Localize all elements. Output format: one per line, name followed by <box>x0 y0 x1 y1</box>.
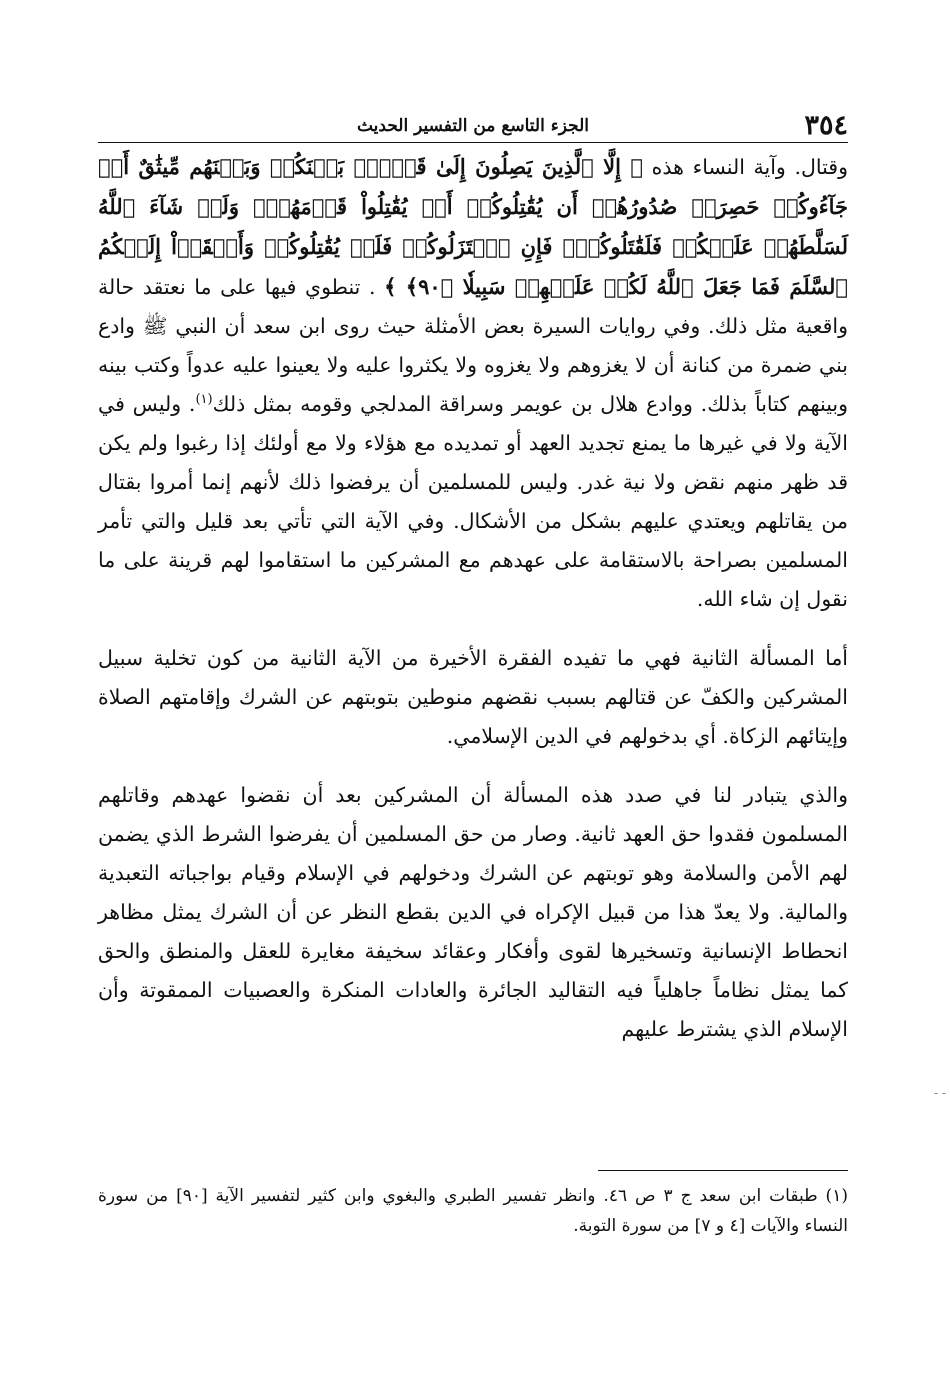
paragraph-1-text-a: . تنطوي فيها على ما نعتقد حالة واقعية مثل ذلك. وفي روايات السيرة بعض الأمثلة حيث روى ابن سعد أن النبي ﷺ وادع بني ضمرة من كنانة أن لا يغزوهم ولا يغزوه ولا يكثروا عليه ولا يعينوا عليه عدواً وكتب بينه وبينهم كتاباً بذلك. ووادع هلال بن عويمر وسراقة المدلجي وقومه بمثل ذلك <box>98 275 848 416</box>
running-title: الجزء التاسع من التفسير الحديث <box>356 116 589 136</box>
paragraph-1-intro: وقتال. وآية النساء هذه <box>651 155 848 179</box>
margin-mark: - - <box>934 1086 946 1100</box>
paragraph-1-text-b: . وليس في الآية ولا في غيرها ما يمنع تجديد العهد أو تمديده مع هؤلاء ولا مع أولئك إذا رغبوا ولم يكن قد ظهر منهم نقض ولا نية غدر. وليس للمسلمين أن يرفضوا ذلك لأنهم إنما أمروا بقتال من يقاتلهم ويعتدي عليهم بشكل من الأشكال. وفي الآية التي تأتي بعد قليل والتي تأمر المسلمين بصراحة بالاستقامة على عهدهم مع المشركين ما استقاموا لهم قرينة على ما نقول إن شاء الله. <box>98 392 848 611</box>
paragraph-3: والذي يتبادر لنا في صدد هذه المسألة أن المشركين بعد أن نقضوا عهدهم وقاتلهم المسلمون فقدوا حق العهد ثانية. وصار من حق المسلمين أن يفرضوا الشرط الذي يضمن لهم الأمن والسلامة وهو توبتهم عن الشرك ودخولهم في الإسلام وقيام بواجباته التعبدية والمالية. ولا يعدّ هذا من قبيل الإكراه في الدين بقطع النظر عن أن الشرك يمثل مظاهر انحطاط الإنسانية وتسخيرها لقوى وأفكار وعقائد سخيفة مغايرة للعقل والمنطق والحق كما يمثل نظاماً جاهلياً فيه التقاليد الجائرة والعادات المنكرة والعصبيات الممقوتة وأن الإسلام الذي يشترط عليهم <box>98 783 848 1041</box>
quran-verse: ﴿ إِلَّا ٱلَّذِينَ يَصِلُونَ إِلَىٰ قَوۡمِۭ بَيۡنَكُمۡ وَبَيۡنَهُم مِّيثَٰقٌ أَوۡ جَآءُوكُمۡ حَصِرَتۡ صُدُورُهُمۡ أَن يُقَٰتِلُوكُمۡ أَوۡ يُقَٰتِلُواْ قَوۡمَهُمۡۚ وَلَوۡ شَآءَ ٱللَّهُ لَسَلَّطَهُمۡ عَلَيۡكُمۡ فَلَقَٰتَلُوكُمۡۚ فَإِنِ ٱعۡتَزَلُوكُمۡ فَلَمۡ يُقَٰتِلُوكُمۡ وَأَلۡقَوۡاْ إِلَيۡكُمُ ٱلسَّلَمَ فَمَا جَعَلَ ٱللَّهُ لَكُمۡ عَلَيۡهِمۡ سَبِيلٗا ﴿٩٠﴾ ﴾ <box>98 154 848 299</box>
paragraph-2: أما المسألة الثانية فهي ما تفيده الفقرة الأخيرة من الآية الثانية من كون تخلية سبيل المشركين والكفّ عن قتالهم بسبب نقضهم منوطين بتوبتهم عن الشرك وإقامتهم الصلاة وإيتائهم الزكاة. أي بدخولهم في الدين الإسلامي. <box>98 646 848 748</box>
page-number: ٣٥٤ <box>804 110 848 141</box>
footnotes <box>98 1170 848 1241</box>
footnote-1: (١) طبقات ابن سعد ج ٣ ص ٤٦. وانظر تفسير الطبري والبغوي وابن كثير لتفسير الآية [٩٠] من سورة النساء والآيات [٤ و ٧] من سورة التوبة. <box>98 1186 848 1236</box>
page <box>98 108 848 1049</box>
footnote-divider <box>598 1170 848 1171</box>
paragraph-1 <box>98 147 848 619</box>
body-text <box>98 147 848 1049</box>
page-header <box>98 108 848 143</box>
footnote-reference: (١) <box>195 392 213 408</box>
